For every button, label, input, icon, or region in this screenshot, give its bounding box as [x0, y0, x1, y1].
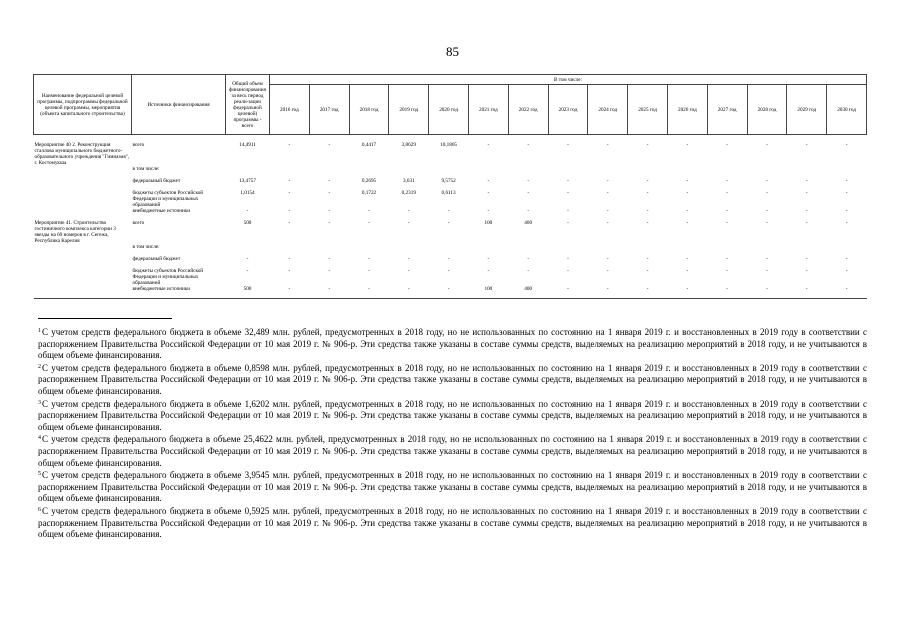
row-year-cell [349, 244, 389, 256]
row-year-cell: - [726, 178, 729, 184]
row-year-cell [270, 244, 310, 256]
row-year-cell: - [606, 220, 609, 226]
row-year-cell: - [606, 286, 609, 292]
row-year-cell: - [328, 268, 331, 274]
row-year-cell: - [845, 286, 848, 292]
table-row [34, 220, 867, 244]
row-year-cell [548, 244, 588, 256]
table-row [34, 190, 867, 208]
footnote-text: С учетом средств федерального бюджета в объеме 32,489 млн. рублей, предусмотренных в 2018 году, но не использованных по состоянию на 1 января 2019 г. и восстановленных в 2019 году в соответствии с распоряжением Правительства Российской Федерации от 10 мая 2019 г. № 906-р. Эти средства также указаны в составе суммы средств, выделяемых на реализацию мероприятий в 2018 году, и не учитываются в общем объеме финансирования. [38, 327, 867, 361]
row-year-cell: - [686, 286, 689, 292]
row-year-cell: - [805, 268, 808, 274]
row-year-cell [588, 166, 628, 178]
row-year-cell [707, 244, 747, 256]
row-year-cell: - [527, 190, 530, 196]
row-year-cell: - [368, 268, 370, 274]
row-year-cell: 9,5752 [441, 178, 456, 184]
row-year-cell: - [447, 268, 450, 274]
row-year-cell [270, 166, 310, 178]
row-year-cell: - [527, 142, 530, 148]
footnote-mark: 5 [38, 471, 41, 478]
table-row [34, 256, 867, 268]
row-year-cell: - [845, 268, 848, 274]
header-year: 2022 год [508, 85, 548, 135]
row-year-cell [389, 166, 429, 178]
row-year-cell: - [328, 286, 331, 292]
footnote-text: С учетом средств федерального бюджета в объеме 0,8598 млн. рублей, предусмотренных в 2018 году, но не использованных по состоянию на 1 января 2019 г. и восстановленных в 2019 году в соответствии с распоряжением Правительства Российской Федерации от 10 мая 2019 г. № 906-р. Эти средства также указаны в составе суммы средств, выделяемых на реализацию мероприятий в 2018 году, и не учитываются в общем объеме финансирования. [38, 362, 867, 396]
header-year: 2017 год [309, 85, 349, 135]
row-year-cell: - [487, 268, 490, 274]
row-year-cell: - [646, 178, 649, 184]
row-year-cell: - [845, 178, 848, 184]
row-year-cell [787, 244, 827, 256]
row-year-cell: - [646, 256, 649, 262]
row-year-cell: - [845, 256, 848, 262]
row-source-cell: в том числе: [132, 244, 160, 250]
row-source-cell: в том числе: [132, 166, 160, 172]
row-year-cell: - [606, 256, 609, 262]
row-name-cell [34, 286, 132, 299]
row-year-cell: - [288, 208, 291, 214]
row-year-cell: - [686, 256, 689, 262]
row-total-cell: 13,4757 [239, 178, 256, 184]
row-year-cell: - [487, 190, 490, 196]
row-source-cell: внебюджетные источники [132, 286, 191, 292]
row-year-cell: - [686, 220, 689, 226]
row-year-cell: - [288, 286, 291, 292]
table-row [34, 244, 867, 256]
row-year-cell: - [845, 220, 848, 226]
header-year: 2028 год [747, 85, 787, 135]
row-year-cell: - [447, 286, 450, 292]
row-year-cell: - [845, 208, 848, 214]
footnote-mark: 6 [38, 506, 41, 513]
row-year-cell: - [646, 190, 649, 196]
row-year-cell [468, 244, 508, 256]
row-year-cell: - [527, 268, 530, 274]
footnote-separator [38, 318, 172, 319]
row-year-cell: - [766, 190, 768, 196]
row-source-cell: всего [132, 220, 145, 226]
row-year-cell: 0,1722 [361, 190, 377, 196]
row-year-cell: - [726, 268, 729, 274]
header-year: 2019 год [389, 85, 429, 135]
row-year-cell: - [686, 190, 689, 196]
row-total-cell: 500 [243, 220, 252, 226]
row-year-cell: 0,6113 [441, 190, 456, 196]
row-year-cell: - [328, 142, 331, 148]
header-year: 2025 год [628, 85, 668, 135]
row-year-cell: - [328, 178, 331, 184]
footnote [38, 398, 867, 434]
row-total-cell: 14,4911 [239, 142, 256, 148]
row-year-cell: - [407, 256, 410, 262]
row-year-cell: - [288, 256, 291, 262]
row-year-cell [309, 244, 349, 256]
header-year: 2026 год [667, 85, 707, 135]
row-year-cell: - [726, 190, 729, 196]
row-year-cell: 3,8629 [401, 142, 416, 148]
header-year: 2018 год [349, 85, 389, 135]
row-year-cell [508, 166, 548, 178]
header-program-name: Наименование федеральной целевой программы, подпрограммы федеральной целевой программы, мероприятия (объекта капитального строительства) [34, 75, 132, 135]
header-year: 2027 год [707, 85, 747, 135]
row-year-cell: - [527, 256, 530, 262]
row-year-cell [349, 166, 389, 178]
row-year-cell: - [766, 220, 768, 226]
row-total-cell: - [246, 256, 249, 262]
row-year-cell: - [368, 256, 370, 262]
row-year-cell: - [646, 286, 649, 292]
row-year-cell: - [805, 190, 808, 196]
row-source-cell: бюджеты субъектов Российской Федерации и муниципальных образований [132, 190, 204, 208]
row-year-cell [508, 244, 548, 256]
row-year-cell: - [527, 178, 530, 184]
row-year-cell [827, 244, 867, 256]
table-row [34, 178, 867, 190]
table-row [34, 286, 867, 299]
row-year-cell: - [447, 220, 450, 226]
row-year-cell: - [407, 220, 410, 226]
row-year-cell: - [447, 208, 450, 214]
table-row [34, 166, 867, 178]
row-year-cell: - [606, 190, 609, 196]
row-year-cell: - [766, 286, 768, 292]
row-year-cell: - [288, 190, 291, 196]
row-total-cell: 1,0154 [240, 190, 255, 196]
row-year-cell: - [368, 220, 370, 226]
row-year-cell: 0,2695 [361, 178, 377, 184]
row-year-cell: - [447, 256, 450, 262]
row-year-cell: - [805, 256, 808, 262]
row-year-cell: - [567, 256, 569, 262]
row-year-cell: - [487, 142, 490, 148]
row-year-cell: 0,2319 [401, 190, 416, 196]
row-source-cell: всего [132, 142, 145, 148]
table-row [34, 135, 867, 167]
footnote [38, 505, 867, 541]
footnote-mark: 4 [38, 435, 41, 442]
footnote [38, 326, 867, 362]
row-year-cell [628, 244, 668, 256]
footnote-text: С учетом средств федерального бюджета в объеме 25,4622 млн. рублей, предусмотренных в 2018 году, но не использованных по состоянию на 1 января 2019 г. и восстановленных в 2019 году в соответствии с распоряжением Правительства Российской Федерации от 10 мая 2019 г. № 906-р. Эти средства также указаны в составе суммы средств, выделяемых на реализацию мероприятий в 2018 году, и не учитываются в общем объеме финансирования. [38, 434, 867, 468]
row-year-cell: 400 [524, 220, 533, 226]
header-in-that-number: В том числе: [270, 75, 867, 85]
row-name-cell [34, 256, 132, 268]
row-name-cell [34, 208, 132, 220]
row-year-cell: - [527, 208, 530, 214]
row-year-cell: 3,631 [402, 178, 415, 184]
row-year-cell: - [646, 208, 649, 214]
row-year-cell: 10,1865 [440, 142, 458, 148]
row-year-cell [747, 166, 787, 178]
row-year-cell [309, 166, 349, 178]
row-source-cell: бюджеты субъектов Российской Федерации и муниципальных образований [132, 268, 204, 286]
row-year-cell: - [726, 286, 729, 292]
row-year-cell [628, 166, 668, 178]
row-year-cell [707, 166, 747, 178]
row-year-cell: - [368, 208, 370, 214]
footnote-mark: 1 [38, 328, 41, 334]
row-total-cell: 500 [243, 286, 252, 292]
header-year: 2023 год [548, 85, 588, 135]
row-year-cell: 100 [484, 220, 493, 226]
row-year-cell: - [606, 178, 609, 184]
row-year-cell: - [805, 142, 808, 148]
row-name-cell [34, 268, 132, 286]
header-year: 2024 год [588, 85, 628, 135]
row-year-cell: - [407, 286, 410, 292]
footnote-mark: 2 [38, 363, 41, 370]
row-year-cell: - [805, 220, 808, 226]
header-year: 2020 год [429, 85, 469, 135]
row-year-cell: - [686, 208, 689, 214]
row-total-cell [226, 244, 270, 256]
row-year-cell: - [646, 268, 649, 274]
row-year-cell: - [487, 256, 490, 262]
row-year-cell [667, 166, 707, 178]
row-year-cell: - [407, 208, 410, 214]
row-year-cell [667, 244, 707, 256]
row-source-cell: внебюджетные источники [132, 208, 191, 214]
row-name-cell [34, 190, 132, 208]
row-year-cell: - [766, 178, 768, 184]
row-year-cell: - [328, 256, 331, 262]
row-year-cell: - [686, 178, 689, 184]
row-name-cell [34, 178, 132, 190]
row-year-cell: - [567, 208, 569, 214]
footnote [38, 362, 867, 398]
row-year-cell [787, 166, 827, 178]
row-name-cell: Мероприятие 40 2. Реконструкция сталлова муниципального бюджетного-образовательного учреждения "Гимназия", г. Костомукша [34, 142, 130, 166]
financing-table [33, 74, 867, 299]
row-year-cell: - [766, 268, 768, 274]
row-source-cell: федеральный бюджет [132, 256, 181, 262]
row-name-cell: Мероприятие 41. Строительство гостиничного комплекса категории 3 звезды на 60 номеров в г. Сегежа, Республика Карелия [34, 220, 116, 244]
header-total-volume: Общий объем финансирования за весь период реали-зации федеральной целевой) программы - всего [226, 75, 270, 135]
row-year-cell: - [766, 256, 768, 262]
row-year-cell: - [567, 178, 569, 184]
row-year-cell: - [288, 220, 291, 226]
row-year-cell: - [726, 208, 729, 214]
row-year-cell: - [328, 208, 331, 214]
table-row [34, 268, 867, 286]
row-year-cell: - [567, 286, 569, 292]
row-year-cell: - [646, 220, 649, 226]
header-year: 2030 год [827, 85, 867, 135]
footnote-text: С учетом средств федерального бюджета в объеме 3,9545 млн. рублей, предусмотренных в 2018 году, но не использованных по состоянию на 1 января 2019 г. и восстановленных в 2019 году в соответствии с распоряжением Правительства Российской Федерации от 10 мая 2019 г. № 906-р. Эти средства также указаны в составе суммы средств, выделяемых на реализацию мероприятий в 2018 году, и не учитываются в общем объеме финансирования. [38, 470, 867, 504]
header-funding-source: Источники финансирования [132, 75, 226, 135]
row-name-cell [34, 166, 132, 178]
row-year-cell: 0,4417 [361, 142, 377, 148]
row-year-cell: - [288, 268, 291, 274]
row-year-cell: - [845, 190, 848, 196]
header-year: 2016 год [270, 85, 310, 135]
row-year-cell [389, 244, 429, 256]
table-body [34, 135, 867, 299]
row-year-cell: - [567, 142, 569, 148]
row-year-cell [548, 166, 588, 178]
row-year-cell: - [487, 208, 490, 214]
header-year: 2029 год [787, 85, 827, 135]
row-year-cell: - [805, 286, 808, 292]
row-year-cell: - [805, 208, 808, 214]
row-year-cell: - [646, 142, 649, 148]
row-year-cell: - [606, 268, 609, 274]
footnote-text: С учетом средств федерального бюджета в объеме 1,6202 млн. рублей, предусмотренных в 2018 году, но не использованных по состоянию на 1 января 2019 г. и восстановленных в 2019 году в соответствии с распоряжением Правительства Российской Федерации от 10 мая 2019 г. № 906-р. Эти средства также указаны в составе суммы средств, выделяемых на реализацию мероприятий в 2018 году, и не учитываются в общем объеме финансирования. [38, 398, 867, 432]
footnote [38, 433, 867, 469]
row-year-cell: - [368, 286, 370, 292]
row-year-cell [468, 166, 508, 178]
row-year-cell: - [845, 142, 848, 148]
row-year-cell: - [567, 190, 569, 196]
row-year-cell: - [686, 268, 689, 274]
row-year-cell [588, 244, 628, 256]
footnote-mark: 3 [38, 399, 41, 406]
row-year-cell: - [487, 178, 490, 184]
row-year-cell: - [606, 208, 609, 214]
row-year-cell [429, 244, 469, 256]
row-total-cell: - [246, 208, 249, 214]
row-year-cell: 400 [524, 286, 533, 292]
row-year-cell: 100 [484, 286, 493, 292]
row-year-cell: - [288, 142, 291, 148]
row-year-cell: - [328, 190, 331, 196]
row-year-cell: - [726, 256, 729, 262]
row-year-cell [429, 166, 469, 178]
row-total-cell: - [246, 268, 249, 274]
header-year: 2021 год [468, 85, 508, 135]
row-year-cell: - [766, 142, 768, 148]
row-year-cell: - [766, 208, 768, 214]
footnote [38, 469, 867, 505]
row-year-cell: - [726, 220, 729, 226]
row-name-cell [34, 244, 132, 256]
row-year-cell: - [805, 178, 808, 184]
row-year-cell: - [328, 220, 331, 226]
row-year-cell: - [726, 142, 729, 148]
row-year-cell [747, 244, 787, 256]
row-year-cell: - [606, 142, 609, 148]
row-year-cell: - [567, 220, 569, 226]
row-year-cell: - [686, 142, 689, 148]
row-source-cell: федеральный бюджет [132, 178, 181, 184]
row-year-cell: - [407, 268, 410, 274]
table-row [34, 208, 867, 220]
footnote-text: С учетом средств федерального бюджета в объеме 0,5925 млн. рублей, предусмотренных в 2018 году, но не использованных по состоянию на 1 января 2019 г. и восстановленных в 2019 году в соответствии с распоряжением Правительства Российской Федерации от 10 мая 2019 г. № 906-р. Эти средства также указаны в составе суммы средств, выделяемых на реализацию мероприятий в 2018 году, и не учитываются в общем объеме финансирования. [38, 505, 867, 540]
row-year-cell [827, 166, 867, 178]
footnotes [38, 326, 867, 541]
row-year-cell: - [567, 268, 569, 274]
row-year-cell: - [288, 178, 291, 184]
page-number: 85 [446, 44, 459, 59]
row-total-cell [226, 166, 270, 178]
